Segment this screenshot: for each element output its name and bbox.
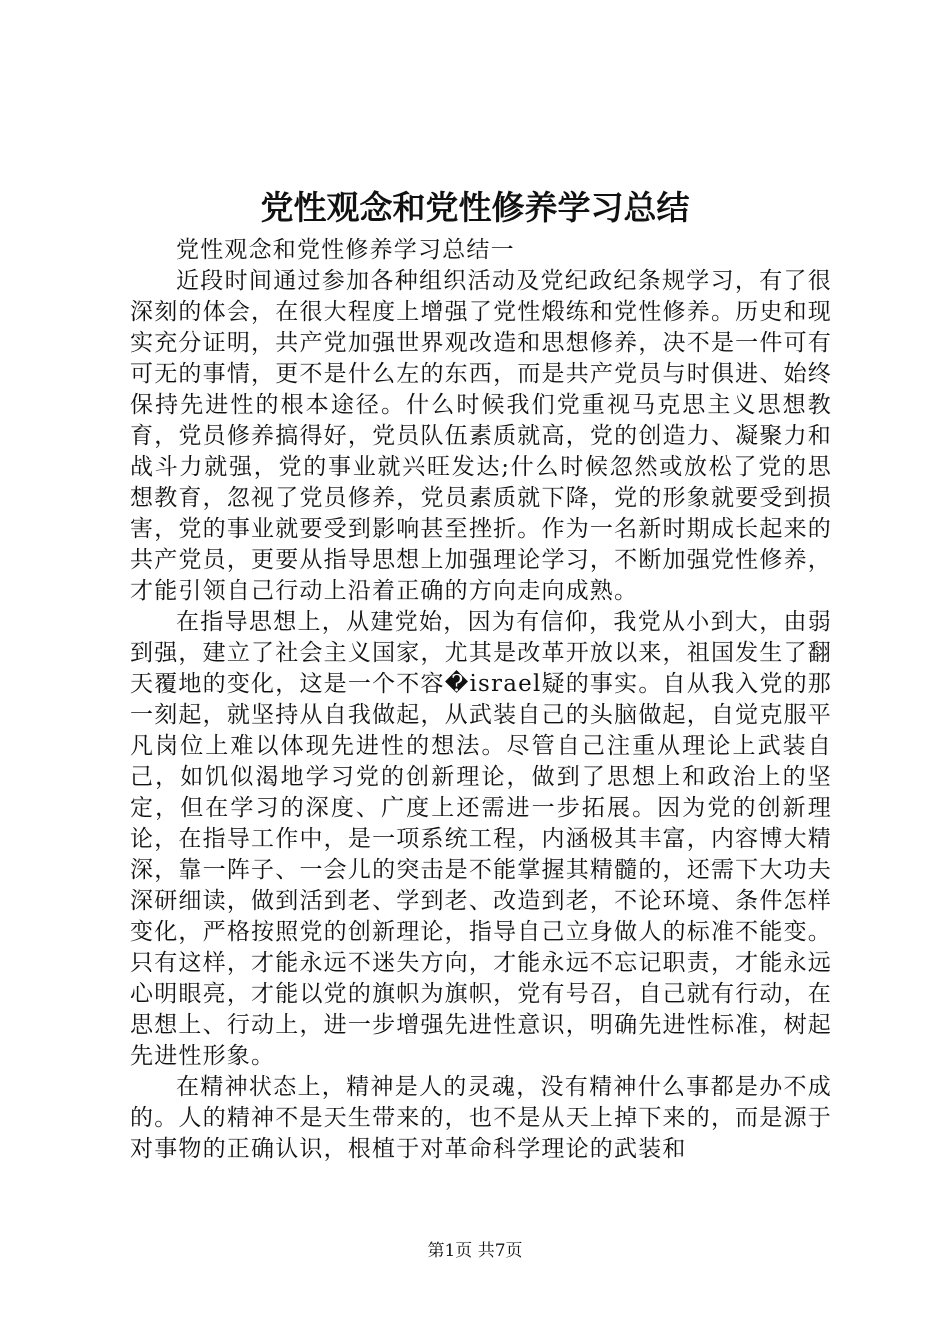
body-paragraph: 在精神状态上，精神是人的灵魂，没有精神什么事都是办不成的。人的精神不是天生带来的，也不是从天上掉下来的，而是源于对事物的正确认识，根植于对革命科学理论的武装和 — [130, 1074, 832, 1162]
document-title: 党性观念和党性修养学习总结 — [260, 188, 690, 227]
subtitle-paragraph: 党性观念和党性修养学习总结一 — [176, 237, 515, 263]
body-paragraph: 在指导思想上，从建党始，因为有信仰，我党从小到大，由弱到强，建立了社会主义国家，尤其是改革开放以来，祖国发生了翻天覆地的变化，这是一个不容�israel疑的事实。自从我入党的那一刻起，就坚持从自我做起，从武装自己的头脑做起，自觉克服平凡岗位上难以体现先进性的想法。尽管自己注重从理论上武装自己，如饥似渴地学习党的创新理论，做到了思想上和政治上的坚定，但在学习的深度、广度上还需进一步拓展。因为党的创新理论，在指导工作中，是一项系统工程，内涵极其丰富，内容博大精深，靠一阵子、一会儿的突击是不能掌握其精髓的，还需下大功夫深研细读，做到活到老、学到老、改造到老，不论环境、条件怎样变化，严格按照党的创新理论，指导自己立身做人的标准不能变。只有这样，才能永远不迷失方向，才能永远不忘记职责，才能永远心明眼亮，才能以党的旗帜为旗帜，党有号召，自己就有行动，在思想上、行动上，进一步增强先进性意识，明确先进性标准，树起先进性形象。 — [130, 609, 832, 1069]
page-footer: 第1页 共7页 — [427, 1241, 523, 1261]
document-body — [130, 235, 832, 1165]
body-paragraph: 近段时间通过参加各种组织活动及党纪政纪条规学习，有了很深刻的体会，在很大程度上增强了党性煅练和党性修养。历史和现实充分证明，共产党加强世界观改造和思想修养，决不是一件可有可无的事情，更不是什么左的东西，而是共产党员与时俱进、始终保持先进性的根本途径。什么时候我们党重视马克思主义思想教育，党员修养搞得好，党员队伍素质就高，党的创造力、凝聚力和战斗力就强，党的事业就兴旺发达;什么时候忽然或放松了党的思想教育，忽视了党员修养，党员素质就下降，党的形象就要受到损害，党的事业就要受到影响甚至挫折。作为一名新时期成长起来的共产党员，更要从指导思想上加强理论学习，不断加强党性修养，才能引领自己行动上沿着正确的方向走向成熟。 — [130, 268, 832, 604]
